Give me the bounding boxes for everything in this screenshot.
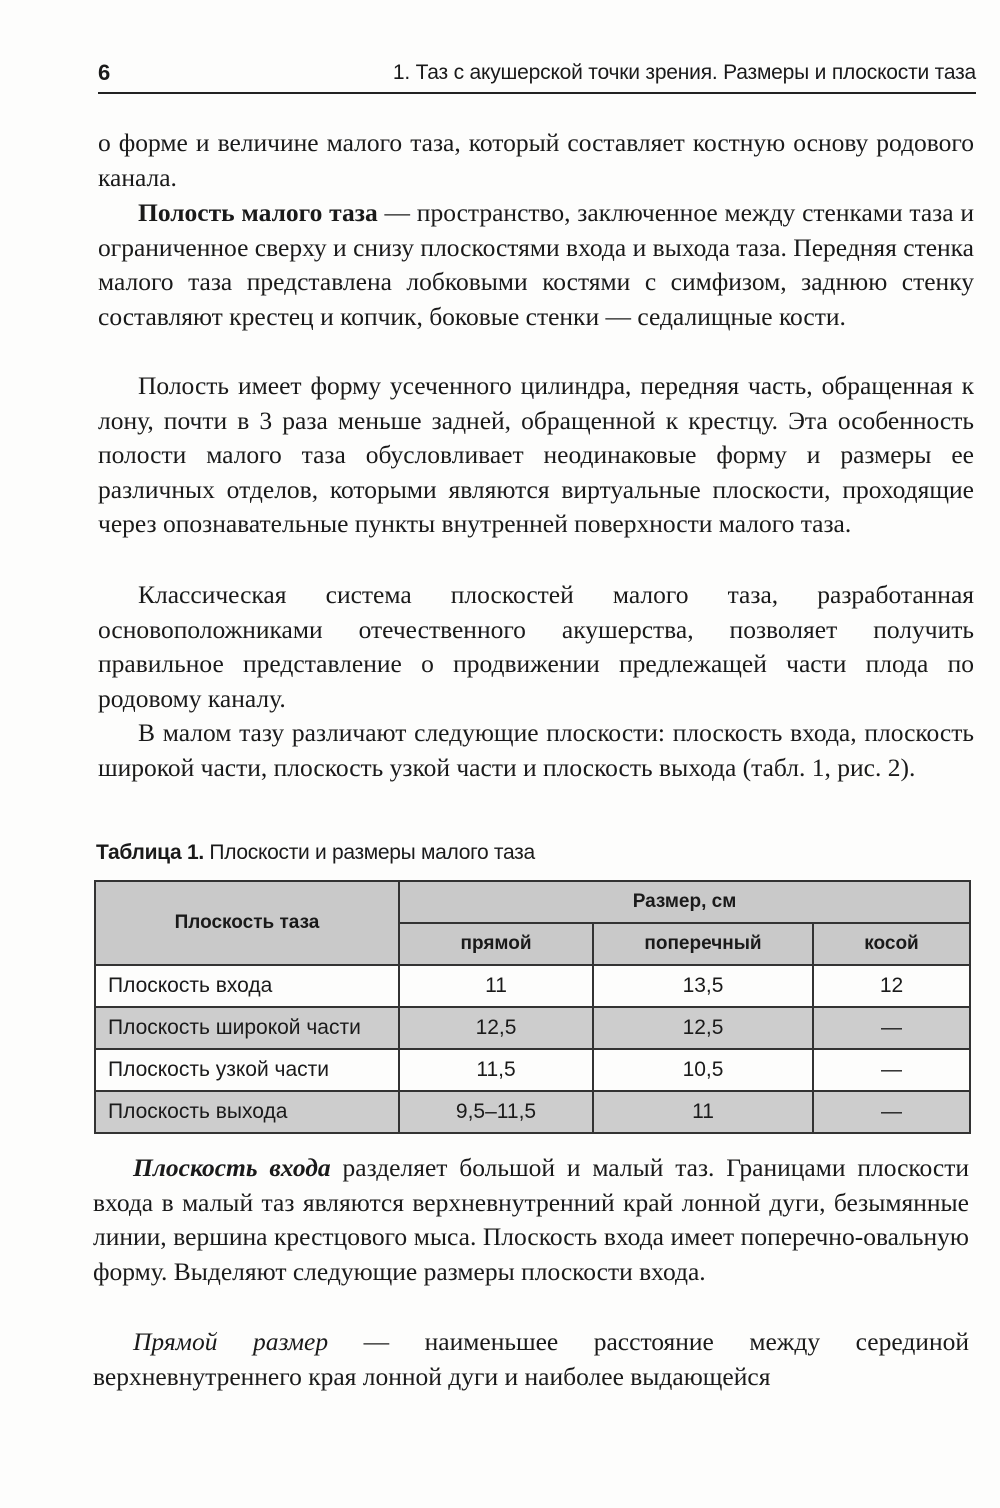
table-row bbox=[95, 1091, 970, 1133]
paragraph-3: Полость имеет форму усеченного цилиндра, передняя часть, обращенная к лону, почти в 3 раза меньше задней, обращенной к крестцу. Эта особенность полости малого таза обусловливает неодинаковые форму и размеры ее различных отделов, которыми являются виртуальные плоскости, проходящие через опознавательные пункты внутренней поверхности малого таза. bbox=[98, 371, 974, 538]
term-inlet-plane: Плоскость входа bbox=[133, 1153, 331, 1182]
header-size: Размер, см bbox=[399, 881, 970, 923]
header-plane: Плоскость таза bbox=[95, 881, 399, 965]
row-plane-name: Плоскость широкой части bbox=[95, 1007, 399, 1049]
paragraph-1: о форме и величине малого таза, который составляет костную основу родового канала. bbox=[98, 128, 974, 192]
row-straight: 11 bbox=[399, 965, 593, 1007]
row-oblique: — bbox=[813, 1091, 970, 1133]
paragraph-6 bbox=[93, 1151, 969, 1289]
paragraph-2 bbox=[98, 196, 974, 334]
row-transverse: 10,5 bbox=[593, 1049, 813, 1091]
row-plane-name: Плоскость входа bbox=[95, 965, 399, 1007]
row-transverse: 12,5 bbox=[593, 1007, 813, 1049]
table-caption-text: Плоскости и размеры малого таза bbox=[203, 841, 535, 864]
term-pelvic-cavity: Полость малого таза bbox=[138, 198, 378, 227]
table-row bbox=[95, 1007, 970, 1049]
paragraph-7 bbox=[93, 1325, 969, 1394]
page-header bbox=[98, 58, 976, 94]
paragraph-4: Классическая система плоскостей малого таза, разработанная основоположниками отечественного акушерства, позволяет получить правильное представление о продвижении предлежащей части плода по родовому каналу. bbox=[98, 580, 974, 713]
table-row bbox=[95, 1049, 970, 1091]
row-straight: 11,5 bbox=[399, 1049, 593, 1091]
table-caption bbox=[96, 841, 535, 865]
paragraph-7-text: — наименьшее расстояние между серединой верхневнутреннего края лонной дуги и наиболее выдающейся bbox=[93, 1327, 969, 1391]
paragraph-2-text: — пространство, заключенное между стенками таза и ограниченное сверху и снизу плоскостями входа и выхода таза. Передняя стенка малого таза представлена лобковыми костями с симфизом, заднюю стенку составляют крестец и копчик, боковые стенки — седалищные кости. bbox=[98, 198, 974, 331]
table-caption-label: Таблица 1. bbox=[96, 841, 204, 864]
header-straight: прямой bbox=[399, 923, 593, 965]
row-straight: 12,5 bbox=[399, 1007, 593, 1049]
row-plane-name: Плоскость узкой части bbox=[95, 1049, 399, 1091]
table-row bbox=[95, 965, 970, 1007]
pelvis-planes-table bbox=[94, 880, 971, 1134]
row-oblique: 12 bbox=[813, 965, 970, 1007]
paragraph-6-text: разделяет большой и малый таз. Границами плоскости входа в малый таз являются верхневнутренний край лонной дуги, безымянные линии, вершина крестцового мыса. Плоскость входа имеет поперечно-овальную форму. Выделяют следующие размеры плоскости входа. bbox=[93, 1153, 969, 1286]
row-oblique: — bbox=[813, 1049, 970, 1091]
row-plane-name: Плоскость выхода bbox=[95, 1091, 399, 1133]
term-straight-size: Прямой размер bbox=[133, 1327, 329, 1356]
page-number: 6 bbox=[98, 60, 111, 85]
row-oblique: — bbox=[813, 1007, 970, 1049]
paragraph-5: В малом тазу различают следующие плоскости: плоскость входа, плоскость широкой части, плоскость узкой части и плоскость выхода (табл. 1, рис. 2). bbox=[98, 718, 974, 782]
row-transverse: 11 bbox=[593, 1091, 813, 1133]
row-transverse: 13,5 bbox=[593, 965, 813, 1007]
running-title: 1. Таз с акушерской точки зрения. Размеры и плоскости таза bbox=[392, 61, 976, 84]
header-oblique: косой bbox=[813, 923, 970, 965]
row-straight: 9,5–11,5 bbox=[399, 1091, 593, 1133]
header-transverse: поперечный bbox=[593, 923, 813, 965]
